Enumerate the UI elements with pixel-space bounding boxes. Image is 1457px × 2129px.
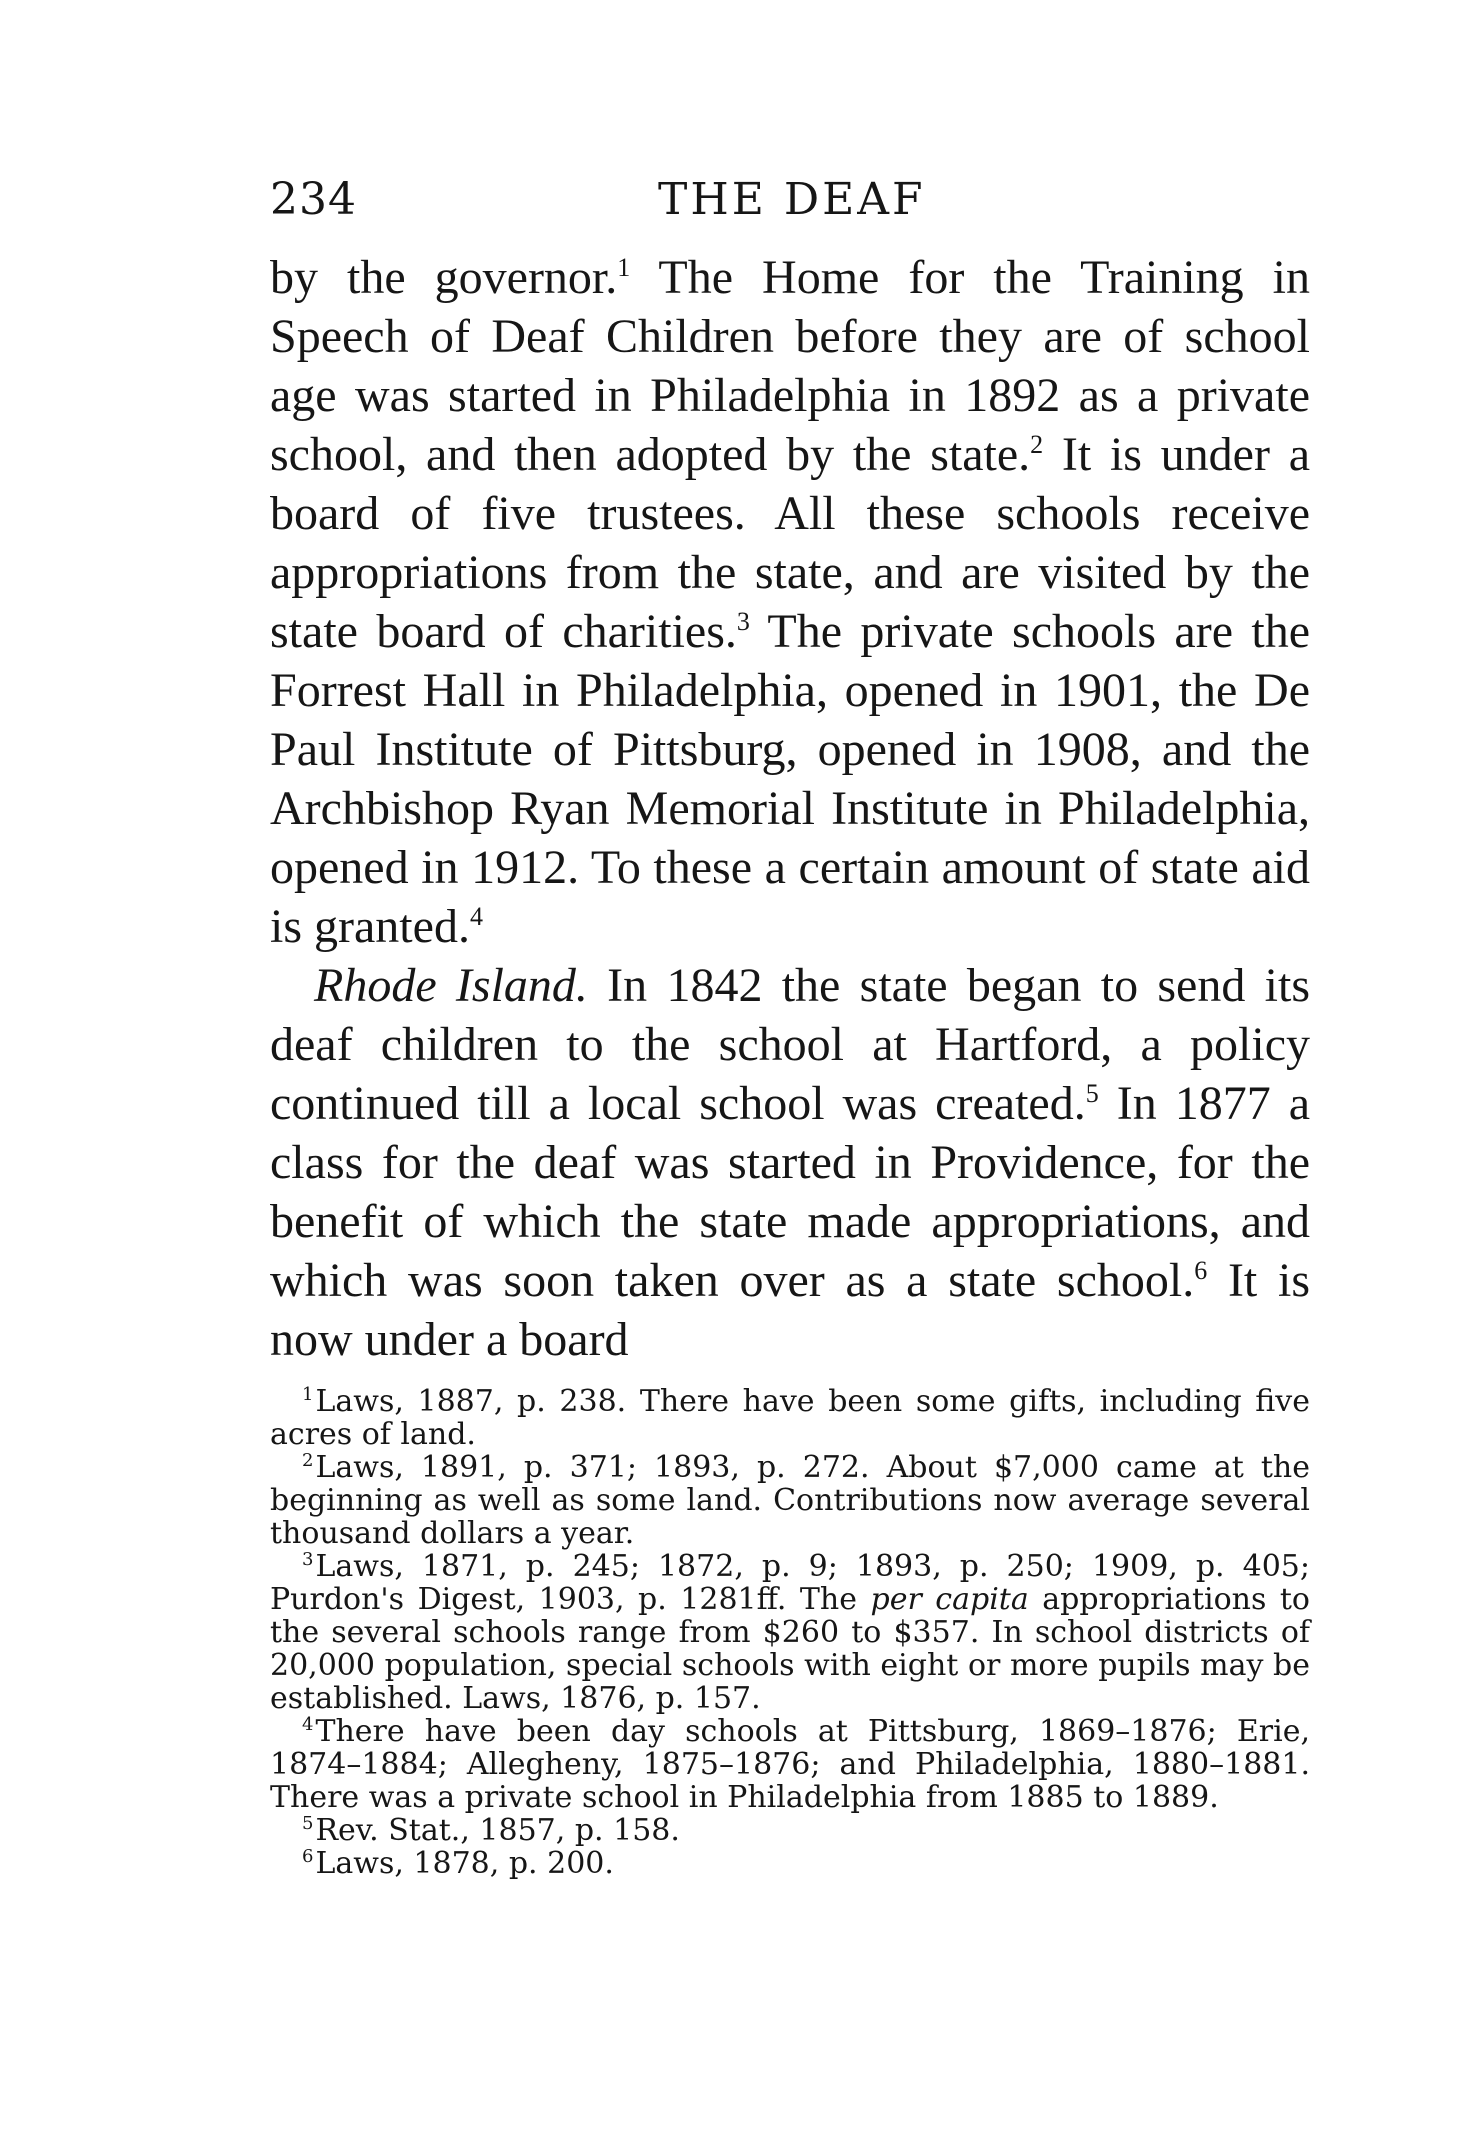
footnote-mark: 1 xyxy=(302,1384,314,1405)
footnote-ref-1: 1 xyxy=(617,253,631,282)
book-page xyxy=(270,170,1310,1880)
footnotes xyxy=(270,1385,1310,1880)
footnote-ref-5: 5 xyxy=(1085,1079,1099,1108)
footnote-ref-3: 3 xyxy=(736,607,750,636)
running-title: THE DEAF xyxy=(658,174,926,225)
footnote-2 xyxy=(270,1451,1310,1550)
footnote-text: Laws, 1878, p. 200. xyxy=(315,1846,614,1881)
footnote-text: Laws, 1887, p. 238. There have been some gifts, including five acres of land. xyxy=(270,1384,1310,1452)
footnote-5 xyxy=(270,1814,1310,1847)
text-run: by the governor. xyxy=(270,251,618,304)
footnote-mark: 2 xyxy=(302,1450,314,1471)
footnote-mark: 6 xyxy=(302,1846,314,1867)
body-text xyxy=(270,248,1310,1369)
paragraph-pennsylvania-continued xyxy=(270,248,1310,956)
footnote-4 xyxy=(270,1715,1310,1814)
section-heading-rhode-island: Rhode Island. xyxy=(314,959,588,1012)
footnote-mark: 4 xyxy=(302,1714,314,1735)
text-run: The Home for the Training in Speech of Deaf Children before they are of school age was started in Philadelphia in 1892 as a private school, and then adopted by the state. xyxy=(270,251,1310,481)
footnote-italic-term: per capita xyxy=(870,1582,1029,1617)
page-number: 234 xyxy=(270,174,357,225)
footnote-text: Laws, 1891, p. 371; 1893, p. 272. About $7,000 came at the beginning as well as some land. Contributions now average several thousand dollars a year. xyxy=(270,1450,1310,1551)
footnote-1 xyxy=(270,1385,1310,1451)
footnote-mark: 5 xyxy=(302,1813,314,1834)
text-run: It is now under a board xyxy=(270,1254,1310,1366)
text-run: It is under a board of five trustees. All these schools receive appropriations from the state, and are visited by the state board of charities. xyxy=(270,428,1311,658)
footnote-6 xyxy=(270,1847,1310,1880)
footnote-text: There have been day schools at Pittsburg, 1869–1876; Erie, 1874–1884; Allegheny, 1875–1876; and Philadelphia, 1880–1881. There was a private school in Philadelphia from 1885 to 1889. xyxy=(270,1714,1310,1815)
text-run: In 1877 a class for the deaf was started in Providence, for the benefit of which the state made appropriations, and which was soon taken over as a state school. xyxy=(270,1077,1311,1307)
footnote-ref-6: 6 xyxy=(1194,1256,1208,1285)
footnote-3 xyxy=(270,1550,1310,1715)
footnote-text: Laws, 1871, p. 245; 1872, p. 9; 1893, p. 250; 1909, p. 405; Purdon's Digest, 1903, p. 1281ff. The xyxy=(270,1549,1310,1617)
footnote-ref-4: 4 xyxy=(469,902,483,931)
footnote-mark: 3 xyxy=(302,1549,314,1570)
text-run: The private schools are the Forrest Hall in Philadelphia, opened in 1901, the De Paul Institute of Pittsburg, opened in 1908, and the Archbishop Ryan Memorial Institute in Philadelphia, opened in 1912. To these a certain amount of state aid is granted. xyxy=(270,605,1310,953)
running-head xyxy=(270,170,1310,240)
footnote-ref-2: 2 xyxy=(1030,430,1044,459)
text-run: In 1842 the state began to send its deaf children to the school at Hartford, a policy continued till a local school was created. xyxy=(270,959,1310,1130)
footnote-text: appropriations to the several schools range from $260 to $357. In school districts of 20,000 population, special schools with eight or more pupils may be established. Laws, 1876, p. 157. xyxy=(270,1582,1310,1716)
footnote-text: Rev. Stat., 1857, p. 158. xyxy=(315,1813,680,1848)
paragraph-rhode-island xyxy=(270,956,1310,1369)
